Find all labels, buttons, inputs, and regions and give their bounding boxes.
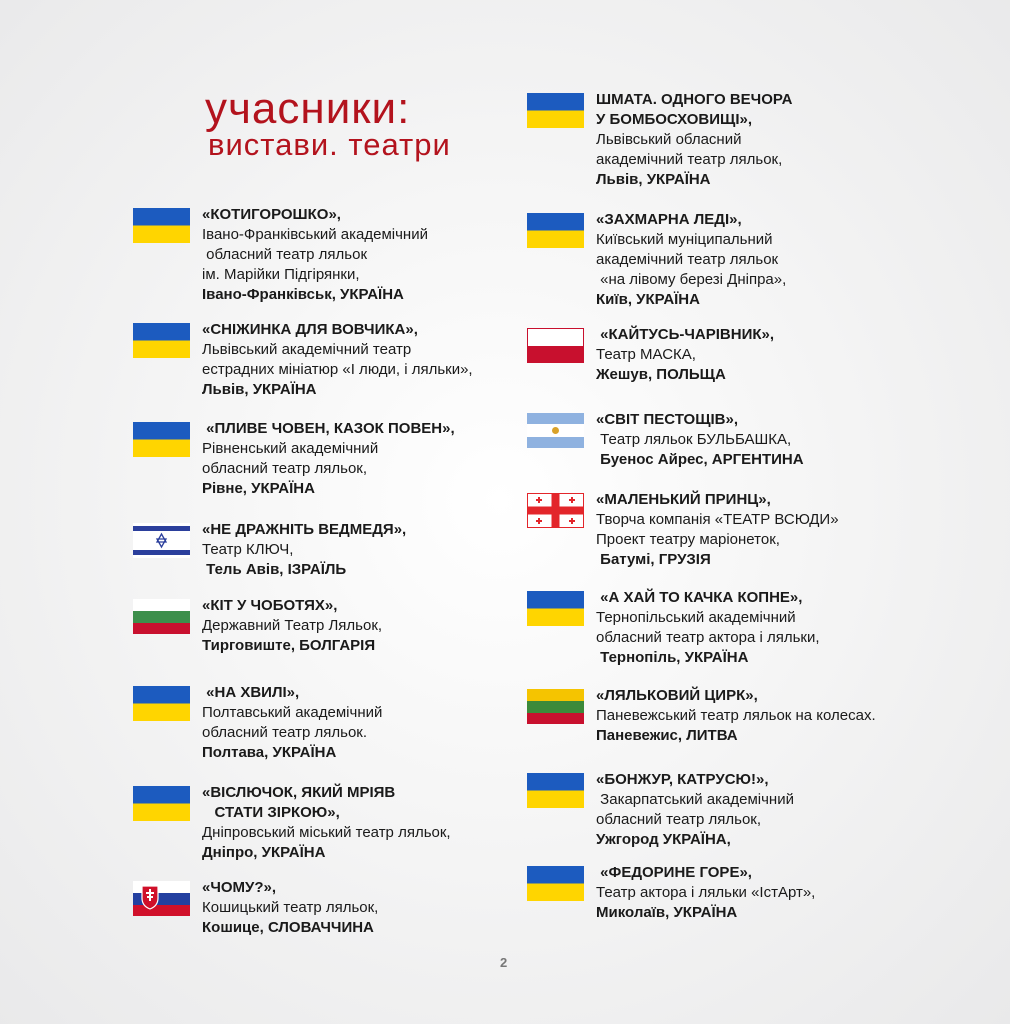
- performance-title: «ЛЯЛЬКОВИЙ ЦИРК»,: [596, 687, 758, 704]
- performance-title: «НА ХВИЛІ»,: [202, 684, 300, 701]
- poland-flag-icon: [527, 328, 584, 363]
- page-number: 2: [500, 955, 508, 970]
- participant-text: [596, 686, 876, 746]
- location: Рівне, УКРАЇНА: [202, 480, 315, 497]
- performance-title: «КОТИГОРОШКО»,: [202, 206, 341, 223]
- ukraine-flag-icon: [527, 93, 584, 128]
- israel-flag-icon: [133, 523, 190, 558]
- participant-text: [596, 588, 820, 668]
- location: Тель Авів, ІЗРАЇЛЬ: [202, 561, 347, 578]
- theatre-name: Полтавський академічний: [202, 704, 383, 721]
- participant-text: [596, 210, 786, 310]
- theatre-name: Рівненський академічний: [202, 440, 379, 457]
- location: Ужгород УКРАЇНА,: [596, 831, 731, 848]
- location: СТАТИ ЗІРКОЮ»,: [202, 804, 340, 821]
- participant-text: [202, 683, 382, 763]
- theatre-name: «на лівому березі Дніпра»,: [596, 271, 787, 288]
- participant-text: [202, 878, 378, 938]
- participant-text: [202, 320, 473, 400]
- participant-text: [202, 205, 428, 305]
- participant-text: [596, 325, 774, 385]
- location: Жешув, ПОЛЬЩА: [596, 366, 726, 383]
- theatre-name: академічний театр ляльок,: [596, 151, 783, 168]
- theatre-name: Львівський академічний театр: [202, 341, 412, 358]
- theatre-name: Театр КЛЮЧ,: [202, 541, 294, 558]
- lithuania-flag-icon: [527, 689, 584, 724]
- theatre-name: обласний театр ляльок.: [202, 724, 368, 741]
- bulgaria-flag-icon: [133, 599, 190, 634]
- location: Львів, УКРАЇНА: [596, 171, 711, 188]
- participant-text: [202, 419, 455, 499]
- performance-title: «ВІСЛЮЧОК, ЯКИЙ МРІЯВ: [202, 784, 396, 801]
- performance-title: «СВІТ ПЕСТОЩІВ»,: [596, 411, 739, 428]
- theatre-name: ім. Марійки Підгірянки,: [202, 266, 360, 283]
- argentina-flag-icon: [527, 413, 584, 448]
- performance-title: «ЗАХМАРНА ЛЕДІ»,: [596, 211, 742, 228]
- participant-text: [596, 90, 792, 190]
- ukraine-flag-icon: [133, 786, 190, 821]
- performance-title: «А ХАЙ ТО КАЧКА КОПНЕ»,: [596, 589, 803, 606]
- performance-title: «СНІЖИНКА ДЛЯ ВОВЧИКА»,: [202, 321, 418, 338]
- ukraine-flag-icon: [527, 213, 584, 248]
- location: Буенос Айрес, АРГЕНТИНА: [596, 451, 804, 468]
- ukraine-flag-icon: [133, 422, 190, 457]
- performance-title: «ФЕДОРИНЕ ГОРЕ»,: [596, 864, 752, 881]
- theatre-name: Тернопільський академічний: [596, 609, 796, 626]
- ukraine-flag-icon: [133, 686, 190, 721]
- participant-text: [202, 783, 451, 863]
- theatre-name: Паневежський театр ляльок на колесах.: [596, 707, 876, 724]
- theatre-name: Творча компанія «ТЕАТР ВСЮДИ»: [596, 511, 839, 528]
- theatre-name: Театр ляльок БУЛЬБАШКА,: [596, 431, 792, 448]
- participant-text: [596, 490, 839, 570]
- performance-title: «КАЙТУСЬ-ЧАРІВНИК»,: [596, 326, 775, 343]
- theatre-name: академічний театр ляльок: [596, 251, 779, 268]
- performance-title: «НЕ ДРАЖНІТЬ ВЕДМЕДЯ»,: [202, 521, 407, 538]
- location: Львів, УКРАЇНА: [202, 381, 317, 398]
- performance-title: «ПЛИВЕ ЧОВЕН, КАЗОК ПОВЕН»,: [202, 420, 455, 437]
- performance-title: ШМАТА. ОДНОГО ВЕЧОРА: [596, 91, 793, 108]
- performance-title: «КІТ У ЧОБОТЯХ»,: [202, 597, 338, 614]
- ukraine-flag-icon: [527, 866, 584, 901]
- location: Тернопіль, УКРАЇНА: [596, 649, 749, 666]
- participant-text: [202, 520, 406, 580]
- theatre-name: Державний Театр Ляльок,: [202, 617, 383, 634]
- georgia-flag-icon: [527, 493, 584, 528]
- location: Івано-Франківськ, УКРАЇНА: [202, 286, 404, 303]
- location: Батумі, ГРУЗІЯ: [596, 551, 711, 568]
- participant-text: [596, 410, 804, 470]
- theatre-name: обласний театр актора і ляльки,: [596, 629, 820, 646]
- participant-text: [596, 770, 794, 850]
- performance-title: «МАЛЕНЬКИЙ ПРИНЦ»,: [596, 491, 771, 508]
- theatre-name: Кошицький театр ляльок,: [202, 899, 379, 916]
- performance-title: «БОНЖУР, КАТРУСЮ!»,: [596, 771, 769, 788]
- theatre-name: Закарпатський академічний: [596, 791, 794, 808]
- theatre-name: Театр МАСКА,: [596, 346, 696, 363]
- theatre-name: обласний театр ляльок,: [202, 460, 368, 477]
- location: Тирговиште, БОЛГАРІЯ: [202, 637, 376, 654]
- location: Миколаїв, УКРАЇНА: [596, 904, 738, 921]
- theatre-name: обласний театр ляльок,: [596, 811, 762, 828]
- ukraine-flag-icon: [527, 773, 584, 808]
- theatre-name: Київський муніципальний: [596, 231, 773, 248]
- participant-text: [202, 596, 382, 656]
- location: Кошице, СЛОВАЧЧИНА: [202, 919, 374, 936]
- performance-title: «ЧОМУ?»,: [202, 879, 277, 896]
- theatre-name: обласний театр ляльок: [202, 246, 368, 263]
- ukraine-flag-icon: [527, 591, 584, 626]
- participant-text: [596, 863, 815, 923]
- location: Дніпро, УКРАЇНА: [202, 844, 326, 861]
- location: У БОМБОСХОВИЩІ»,: [596, 111, 753, 128]
- ukraine-flag-icon: [133, 208, 190, 243]
- slovakia-flag-icon: [133, 881, 190, 916]
- page-title: учасники:: [205, 84, 411, 133]
- theatre-name: Театр актора і ляльки «ІстАрт»,: [596, 884, 816, 901]
- location: Паневежис, ЛИТВА: [596, 727, 738, 744]
- theatre-name: Дніпровський міський театр ляльок,: [202, 824, 451, 841]
- page-subtitle: вистави. театри: [208, 127, 451, 162]
- ukraine-flag-icon: [133, 323, 190, 358]
- location: Полтава, УКРАЇНА: [202, 744, 337, 761]
- theatre-name: Проект театру маріонеток,: [596, 531, 780, 548]
- theatre-name: Івано-Франківський академічний: [202, 226, 428, 243]
- theatre-name: естрадних мініатюр «І люди, і ляльки»,: [202, 361, 473, 378]
- theatre-name: Львівський обласний: [596, 131, 742, 148]
- location: Київ, УКРАЇНА: [596, 291, 700, 308]
